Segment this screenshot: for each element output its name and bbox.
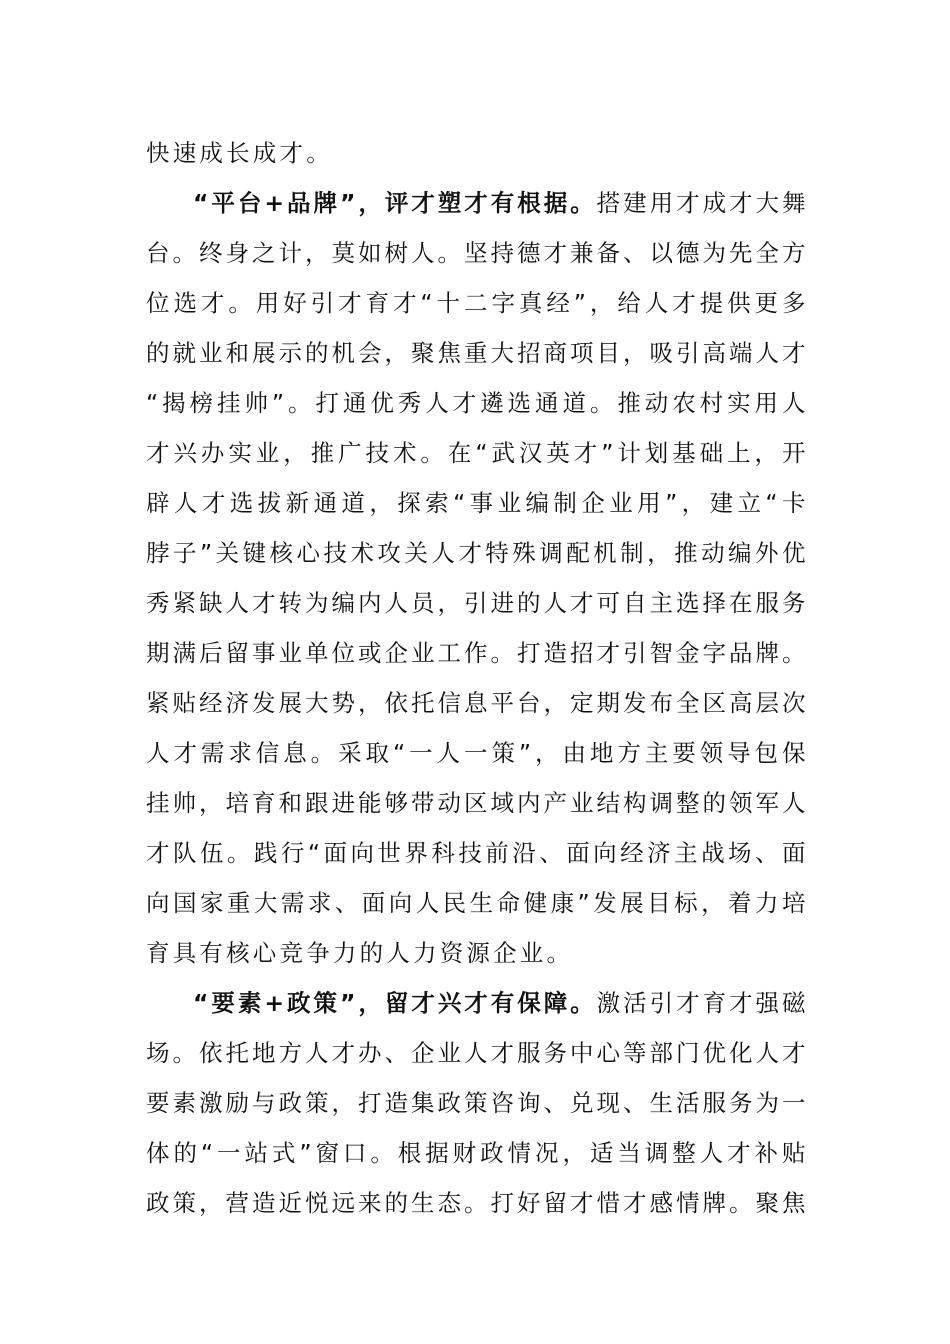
text-line: 要素激励与政策，打造集政策咨询、兑现、生活服务为一 [146, 1089, 806, 1117]
paragraph-heading: “要素+政策”，留才兴才有保障。 [193, 989, 597, 1017]
text-line: 秀紧缺人才转为编内人员，引进的人才可自主选择在服务 [146, 589, 806, 617]
paragraph-text: 搭建用才成才大舞 [596, 189, 806, 217]
text-line: 脖子”关键核心技术攻关人才特殊调配机制，推动编外优 [146, 539, 806, 567]
text-line: 期满后留事业单位或企业工作。打造招才引智金字品牌。 [146, 639, 806, 667]
text-line: 向国家重大需求、面向人民生命健康”发展目标，着力培 [146, 889, 806, 917]
text-line: 挂帅，培育和跟进能够带动区域内产业结构调整的领军人 [146, 789, 806, 817]
text-line: 紧贴经济发展大势，依托信息平台，定期发布全区高层次 [146, 689, 806, 717]
text-line: 的就业和展示的机会，聚焦重大招商项目，吸引高端人才 [146, 339, 806, 367]
text-line: 快速成长成才。 [146, 139, 333, 167]
text-line: “揭榜挂帅”。打通优秀人才遴选通道。推动农村实用人 [146, 389, 806, 417]
text-line: 才队伍。践行“面向世界科技前沿、面向经济主战场、面 [146, 839, 806, 867]
paragraph-first-line [146, 178, 806, 228]
paragraph-first-line [146, 978, 806, 1028]
text-line: 才兴办实业，推广技术。在“武汉英才”计划基础上，开 [146, 439, 806, 467]
paragraph-heading: “平台+品牌”，评才塑才有根据。 [193, 189, 597, 217]
text-line: 人才需求信息。采取“一人一策”，由地方主要领导包保 [146, 739, 806, 767]
paragraph-text: 激活引才育才强磁 [596, 989, 806, 1017]
text-line: 体的“一站式”窗口。根据财政情况，适当调整人才补贴 [146, 1139, 806, 1167]
text-line: 场。依托地方人才办、企业人才服务中心等部门优化人才 [146, 1039, 806, 1067]
text-line: 辟人才选拔新通道，探索“事业编制企业用”，建立“卡 [146, 489, 806, 517]
document-page [146, 128, 806, 1228]
text-line: 位选才。用好引才育才“十二字真经”，给人才提供更多 [146, 289, 806, 317]
text-line: 育具有核心竞争力的人力资源企业。 [146, 939, 574, 967]
text-line: 台。终身之计，莫如树人。坚持德才兼备、以德为先全方 [146, 239, 806, 267]
text-line: 政策，营造近悦远来的生态。打好留才惜才感情牌。聚焦 [146, 1189, 806, 1217]
